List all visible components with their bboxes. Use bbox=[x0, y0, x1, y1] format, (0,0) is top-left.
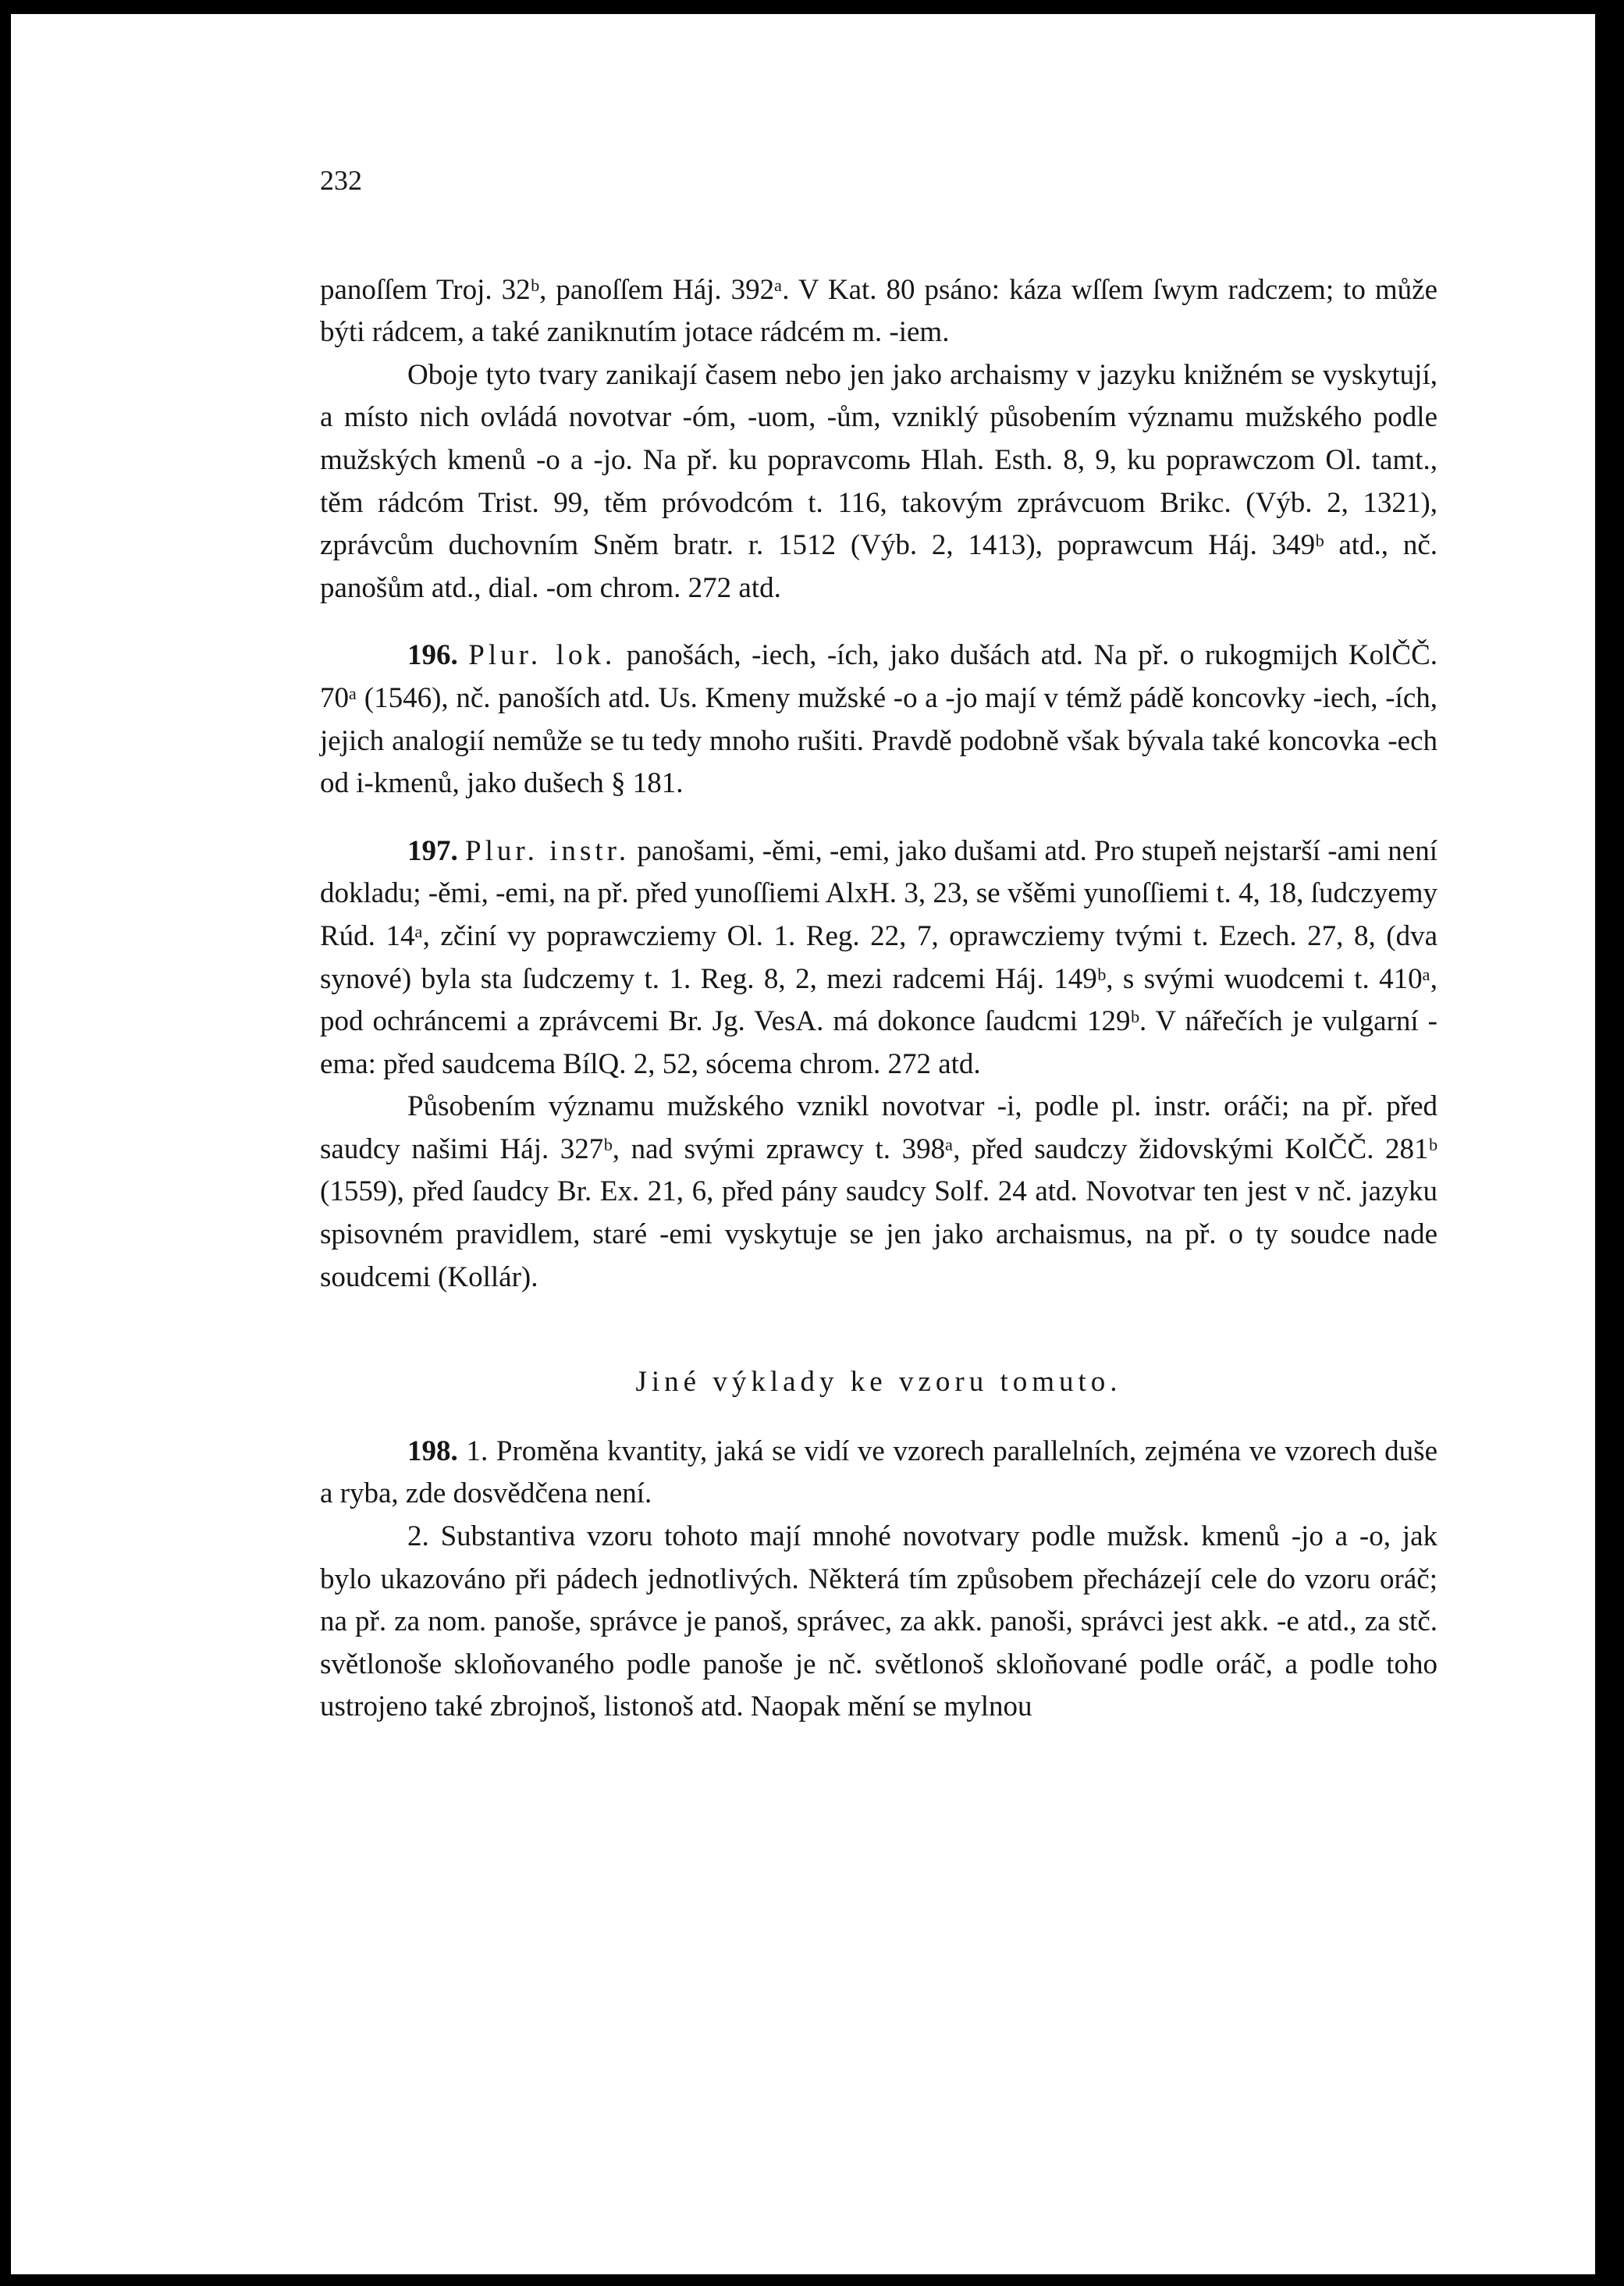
section-label: Plur. instr. bbox=[465, 834, 631, 867]
section-heading: Jiné výklady ke vzoru tomuto. bbox=[635, 1366, 1122, 1399]
section-number: 198. bbox=[407, 1435, 458, 1467]
section-text: 1. Proměna kvantity, jaká se vidí ve vzorech parallelních, zejména ve vzorech duše a ryba, zde dosvědčena není. bbox=[320, 1435, 1438, 1510]
section-196 bbox=[320, 635, 1437, 805]
page-body bbox=[320, 159, 1437, 1729]
section-197 bbox=[320, 830, 1437, 1086]
section-198-part-1 bbox=[320, 1431, 1437, 1516]
page-number: 232 bbox=[320, 165, 362, 196]
paragraph-novotvar-instr: Působením významu mužského vznikl novotvar -i, podle pl. instr. oráči; na př. před saudcy našimi Háj. 327ᵇ, nad svými zprawcy t. 398ᵃ, před saudczy židovskými KolČČ. 281ᵇ (1559), před ſaudcy Br. Ex. 21, 6, před pány saudcy Solf. 24 atd. Novotvar ten jest v nč. jazyku spisovném pravidlem, staré -emi vyskytuje se jen jako archaismus, na př. o ty soudce nade soudcemi (Kollár). bbox=[320, 1090, 1437, 1293]
paragraph-novotvar-dat: Oboje tyto tvary zanikají časem nebo jen jako archaismy v jazyku knižném se vyskytují, a místo nich ovládá novotvar -óm, -uom, -ům, vzniklý působením významu mužského podle mužských kmenů -o a -jo. Na př. ku popravcomь Hlah. Esth. 8, 9, ku poprawczom Ol. tamt., těm rádcóm Trist. 99, těm próvodcóm t. 116, takovým zprávcuom Brikc. (Výb. 2, 1321), zprávcům duchovním Sněm bratr. r. 1512 (Výb. 2, 1413), poprawcum Háj. 349ᵇ atd., nč. panošům atd., dial. -om chrom. 272 atd. bbox=[320, 358, 1437, 604]
paragraph-continued: panoſſem Troj. 32ᵇ, panoſſem Háj. 392ᵃ. V Kat. 80 psáno: káza wſſem ſwym radczem; to může býti rádcem, a také zaniknutím jotace rádcém m. -iem. bbox=[320, 273, 1437, 349]
section-number: 197. bbox=[407, 834, 458, 867]
section-number: 196. bbox=[407, 639, 458, 672]
section-198-part-2: 2. Substantiva vzoru tohoto mají mnohé novotvary podle mužsk. kmenů -jo a -o, jak bylo ukazováno při pádech jednotlivých. Některá tím způsobem přecházejí cele do vzoru oráč; na př. za nom. panoše, správce je panoš, správec, za akk. panoši, správci jest akk. -e atd., za stč. světlonoše skloňovaného podle panoše je nč. světlonoš skloňované podle oráč, a podle toho ustrojeno také zbrojnoš, listonoš atd. Naopak mění se mylnou bbox=[320, 1520, 1437, 1723]
section-text: panošách, -iech, -ích, jako dušách atd. Na př. o rukogmijch KolČČ. 70ᵃ (1546), nč. panoších atd. Us. Kmeny mužské -o a -jo mají v témž pádě koncovky -iech, -ích, jejich analogií nemůže se tu tedy mnoho rušiti. Pravdě podobně však bývala také koncovka -ech od i-kmenů, jako dušech § 181. bbox=[320, 639, 1438, 800]
section-text: panošami, -ěmi, -emi, jako dušami atd. Pro stupeň nejstarší -ami není dokladu; -ěmi, -emi, na př. před yunoſſiemi AlxH. 3, 23, se všěmi yunoſſiemi t. 4, 18, ſudczyemy Rúd. 14ᵃ, zčiní vy poprawcziemy Ol. 1. Reg. 22, 7, oprawcziemy tvými t. Ezech. 27, 8, (dva synové) byla sta ſudczemy t. 1. Reg. 8, 2, mezi radcemi Háj. 149ᵇ, s svými wuodcemi t. 410ᵃ, pod ochráncemi a zprávcemi Br. Jg. VesA. má dokonce ſaudcmi 129ᵇ. V nářečích je vulgarní -ema: před saudcema BílQ. 2, 52, sócema chrom. 272 atd. bbox=[320, 834, 1437, 1080]
scanned-page bbox=[11, 14, 1595, 2274]
section-label: Plur. lok. bbox=[468, 639, 617, 672]
